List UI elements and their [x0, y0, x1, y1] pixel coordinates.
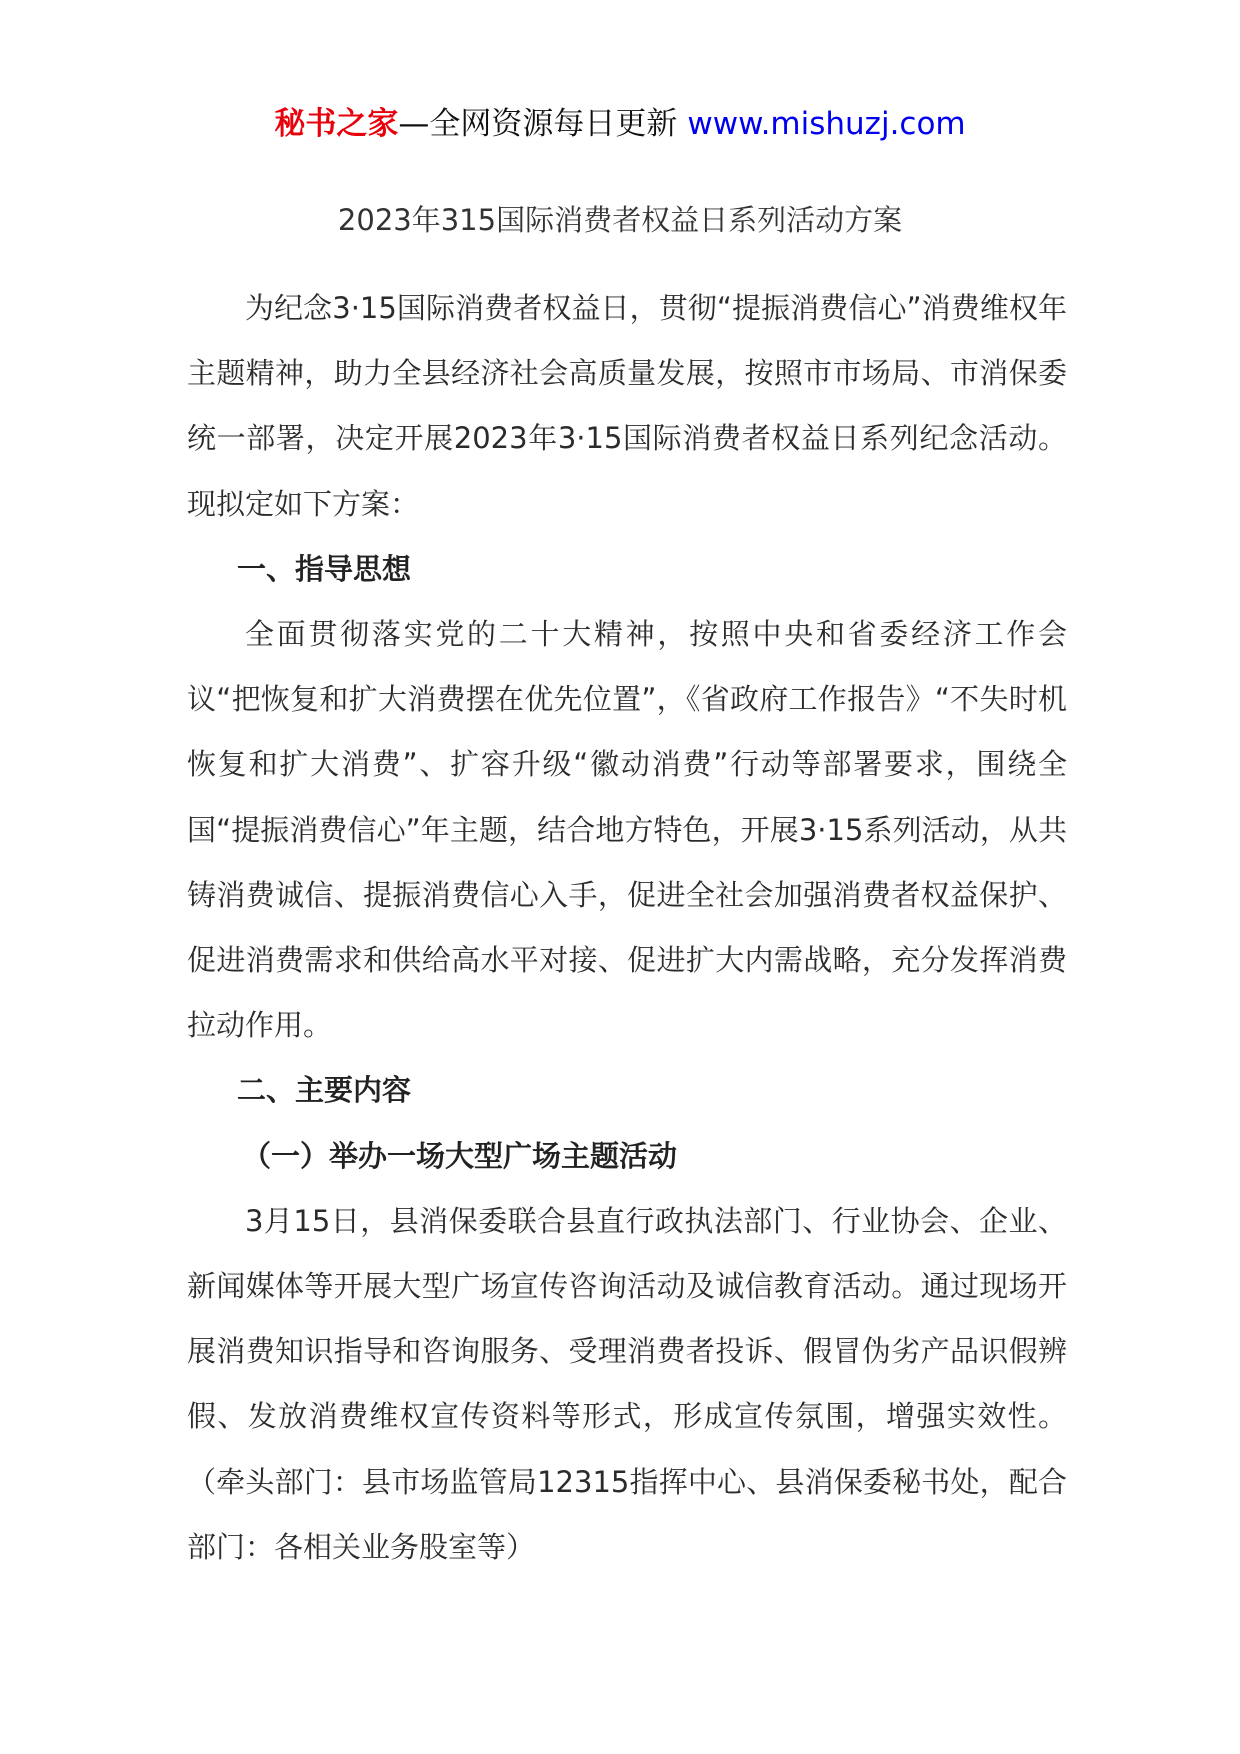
- square-event-paragraph: 3月15日，县消保委联合县直行政执法部门、行业协会、企业、新闻媒体等开展大型广场宣传咨询活动及诚信教育活动。通过现场开展消费知识指导和咨询服务、受理消费者投诉、假冒伪劣产品识假辨假、发放消费维权宣传资料等形式，形成宣传氛围，增强实效性。（牵头部门：县市场监管局12315指挥中心、县消保委秘书处，配合部门：各相关业务股室等）: [187, 1203, 1067, 1564]
- brand-slogan: —全网资源每日更新: [398, 106, 678, 142]
- website-link[interactable]: www.mishuzj.com: [687, 106, 966, 142]
- guiding-ideology-paragraph: 全面贯彻落实党的二十大精神，按照中央和省委经济工作会议“把恢复和扩大消费摆在优先位置”，《省政府工作报告》“不失时机恢复和扩大消费”、扩容升级“徽动消费”行动等部署要求，围绕全国“提振消费信心”年主题，结合地方特色，开展3·15系列活动，从共铸消费诚信、提振消费信心入手，促进全社会加强消费者权益保护、促进消费需求和供给高水平对接、促进扩大内需战略，充分发挥消费拉动作用。: [187, 617, 1067, 1043]
- brand-name: 秘书之家: [274, 106, 399, 142]
- section-heading-guiding-ideology: 一、指导思想: [237, 551, 412, 586]
- intro-paragraph: 为纪念3·15国际消费者权益日，贯彻“提振消费信心”消费维权年主题精神，助力全县经济社会高质量发展，按照市市场局、市消保委统一部署，决定开展2023年3·15国际消费者权益日系列纪念活动。现拟定如下方案：: [187, 291, 1067, 521]
- header-banner: [0, 102, 1240, 146]
- document-body: [187, 276, 1067, 1580]
- subsection-heading-square-event: （一）举办一场大型广场主题活动: [242, 1138, 678, 1173]
- section-heading-main-content: 二、主要内容: [237, 1073, 412, 1108]
- document-title: 2023年315国际消费者权益日系列活动方案: [337, 203, 903, 237]
